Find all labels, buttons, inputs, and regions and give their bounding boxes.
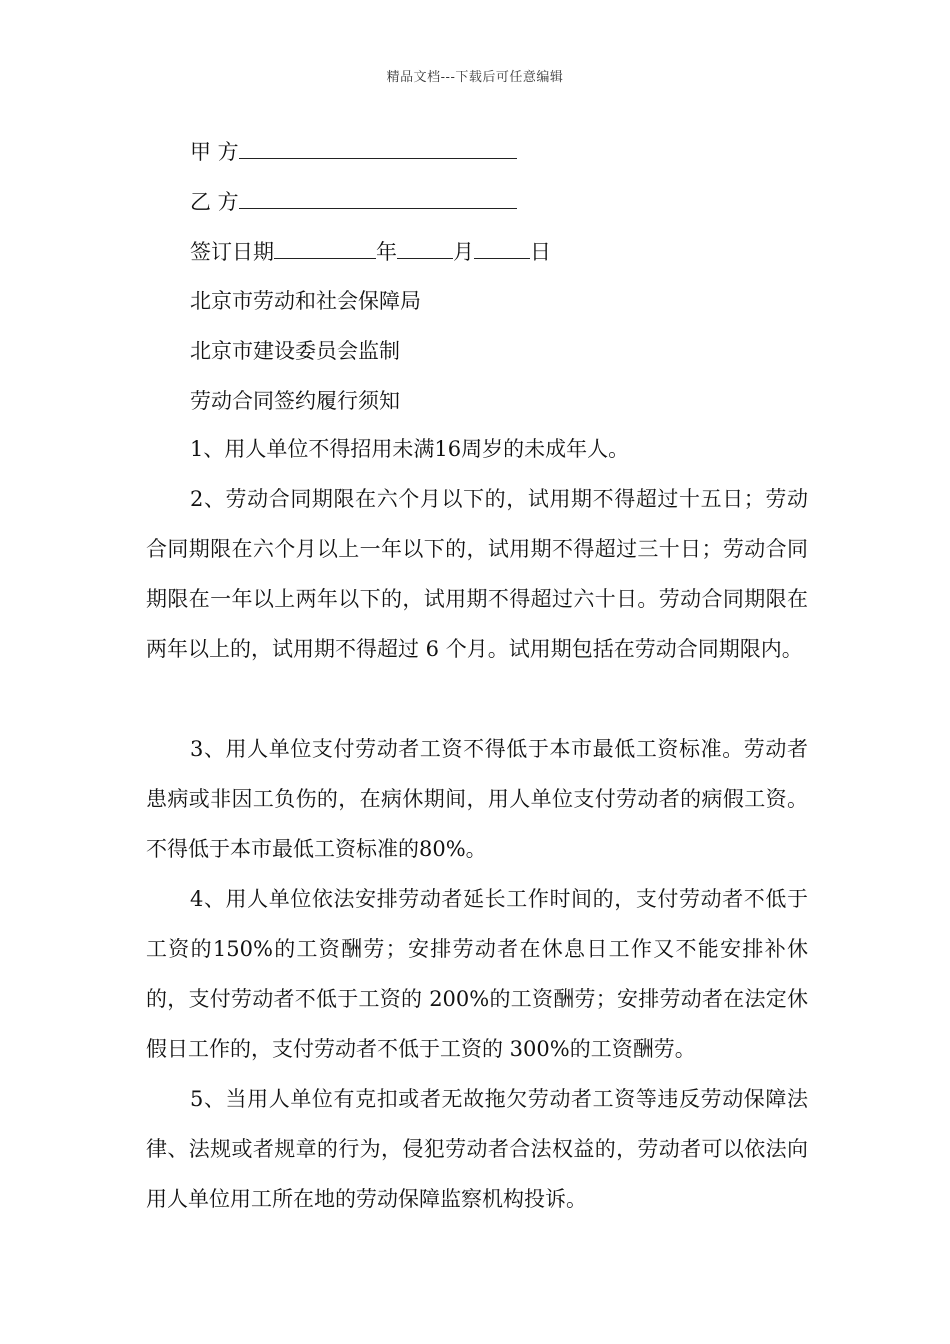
party-b-label: 乙 方: [190, 190, 239, 214]
issuer-line-1: 北京市劳动和社会保障局: [190, 289, 421, 313]
party-b-line: [190, 186, 517, 217]
party-a-label: 甲 方: [190, 140, 239, 164]
notice-item-1: 1、用人单位不得招用未满16周岁的未成年人。: [190, 437, 630, 461]
notice-item-2: 2、劳动合同期限在六个月以下的，试用期不得超过十五日；劳动合同期限在六个月以上一年以下的，试用期不得超过三十日；劳动合同期限在一年以上两年以下的，试用期不得超过六十日。劳动合同期限在两年以上的，试用期不得超过 6 个月。试用期包括在劳动合同期限内。: [146, 487, 808, 661]
issuer-line-2: 北京市建设委员会监制: [190, 339, 400, 363]
month-label: 月: [453, 240, 474, 264]
party-a-blank: [239, 136, 517, 159]
month-blank: [397, 236, 453, 259]
signing-date-line: [190, 236, 551, 267]
notice-item-3: 3、用人单位支付劳动者工资不得低于本市最低工资标准。劳动者患病或非因工负伤的，在病休期间，用人单位支付劳动者的病假工资。不得低于本市最低工资标准的80%。: [146, 737, 808, 861]
notice-item-5: 5、当用人单位有克扣或者无故拖欠劳动者工资等违反劳动保障法律、法规或者规章的行为，侵犯劳动者合法权益的，劳动者可以依法向用人单位用工所在地的劳动保障监察机构投诉。: [146, 1087, 808, 1211]
year-label: 年: [376, 240, 397, 264]
party-a-line: [190, 136, 517, 167]
signing-date-label: 签订日期: [190, 240, 274, 264]
day-label: 日: [530, 240, 551, 264]
notice-title: 劳动合同签约履行须知: [190, 389, 400, 413]
year-blank: [274, 236, 376, 259]
page-header: 精品文档---下载后可任意编辑: [386, 70, 564, 85]
day-blank: [474, 236, 530, 259]
party-b-blank: [239, 186, 517, 209]
notice-item-4: 4、用人单位依法安排劳动者延长工作时间的，支付劳动者不低于工资的150%的工资酬劳；安排劳动者在休息日工作又不能安排补休的，支付劳动者不低于工资的 200%的工资酬劳；安排劳动者在法定休假日工作的，支付劳动者不低于工资的 300%的工资酬劳。: [146, 887, 808, 1061]
